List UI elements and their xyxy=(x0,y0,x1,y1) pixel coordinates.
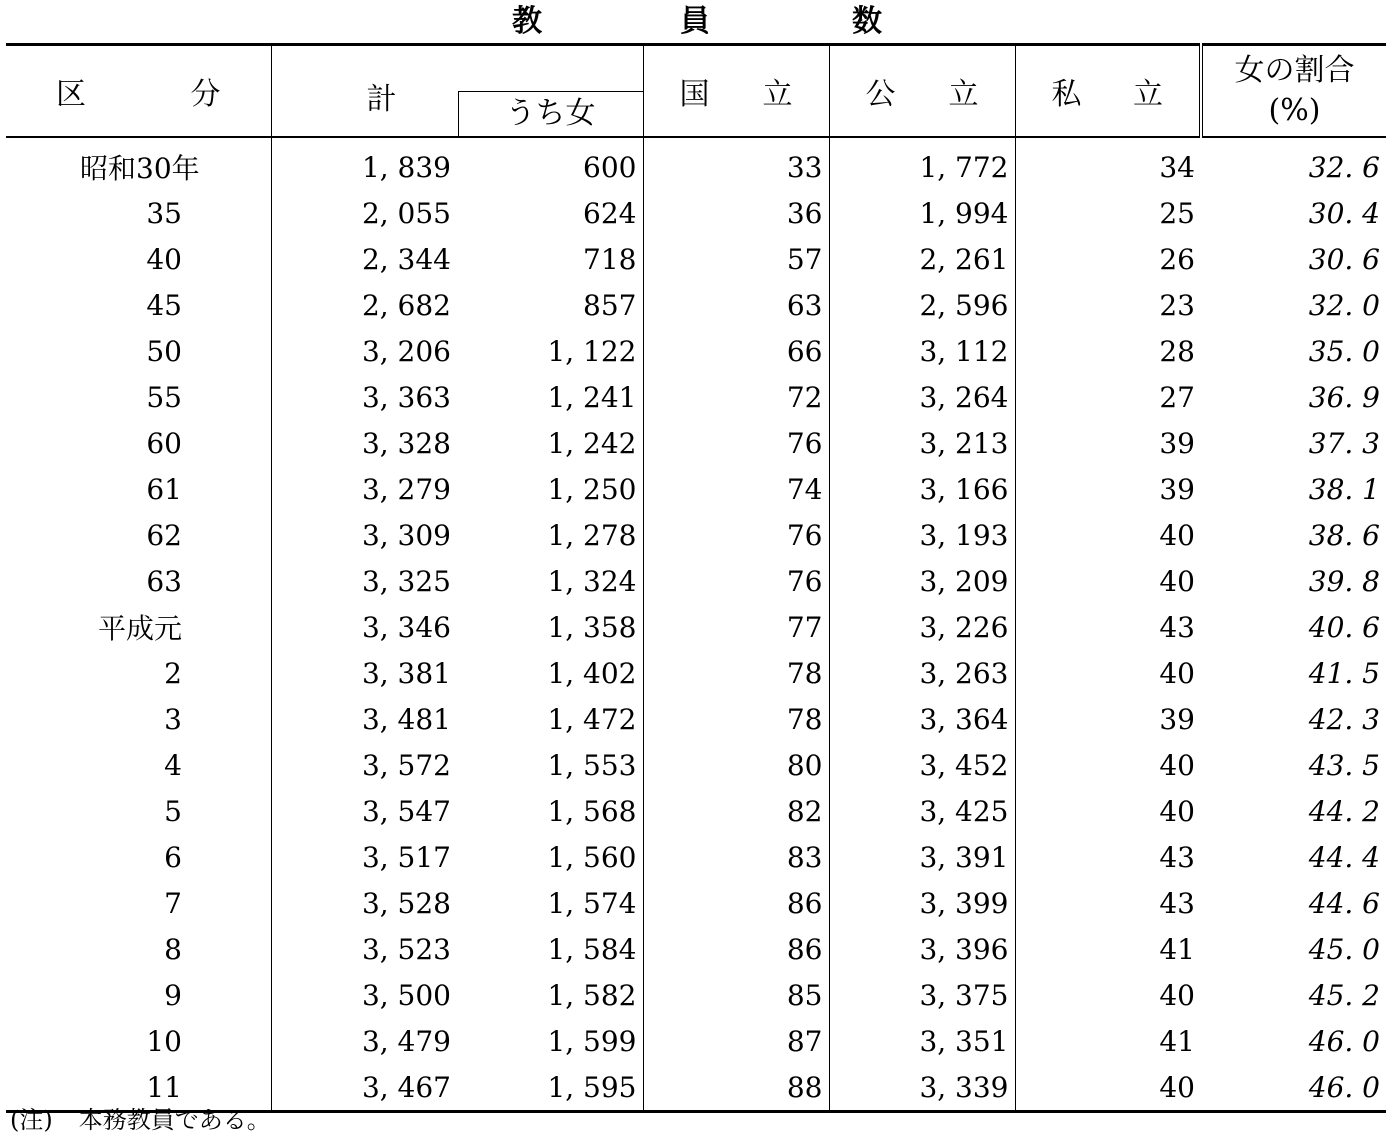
cell-ratio: 40. 6 xyxy=(1308,610,1380,644)
cell-year xyxy=(6,604,271,650)
year-label: 55 xyxy=(146,380,182,414)
cell-women: 1, 599 xyxy=(547,1024,637,1058)
cell-women: 1, 472 xyxy=(547,702,637,736)
header-ratio xyxy=(1201,45,1386,138)
cell-private: 25 xyxy=(1015,190,1201,236)
year-label: 5 xyxy=(164,794,182,828)
year-label: 8 xyxy=(164,932,182,966)
header-kei xyxy=(271,45,643,138)
year-label: 2 xyxy=(164,656,182,690)
header-private-b: 立 xyxy=(1133,77,1163,112)
year-label: 10 xyxy=(146,1024,182,1058)
cell-ratio: 42. 3 xyxy=(1308,702,1380,736)
cell-public: 3, 452 xyxy=(829,742,1015,788)
cell-public: 3, 209 xyxy=(829,558,1015,604)
title-char-3: 数 xyxy=(852,4,882,39)
header-kubun xyxy=(6,45,271,138)
cell-public: 3, 399 xyxy=(829,880,1015,926)
cell-total: 2, 682 xyxy=(271,282,457,328)
cell-ratio: 36. 9 xyxy=(1308,380,1380,414)
cell-national: 66 xyxy=(643,328,829,374)
cell-year xyxy=(6,420,271,466)
header-public-a: 公 xyxy=(865,77,896,112)
teachers-table xyxy=(6,43,1386,1113)
header-kubun-b: 分 xyxy=(190,77,221,112)
cell-ratio: 38. 1 xyxy=(1308,472,1380,506)
table-row xyxy=(6,604,1386,650)
year-label: 昭和30年 xyxy=(80,152,200,185)
cell-total: 3, 467 xyxy=(271,1064,457,1112)
cell-private: 40 xyxy=(1015,512,1201,558)
cell-national: 78 xyxy=(643,696,829,742)
year-label: 62 xyxy=(146,518,182,552)
table-row xyxy=(6,834,1386,880)
cell-private: 43 xyxy=(1015,880,1201,926)
cell-national: 78 xyxy=(643,650,829,696)
year-label: 7 xyxy=(164,886,182,920)
cell-year xyxy=(6,466,271,512)
cell-total: 3, 547 xyxy=(271,788,457,834)
cell-private: 41 xyxy=(1015,926,1201,972)
cell-total: 3, 346 xyxy=(271,604,457,650)
year-label: 50 xyxy=(146,334,182,368)
cell-national: 86 xyxy=(643,880,829,926)
cell-public: 3, 396 xyxy=(829,926,1015,972)
cell-private: 40 xyxy=(1015,972,1201,1018)
cell-public: 3, 351 xyxy=(829,1018,1015,1064)
cell-year xyxy=(6,926,271,972)
cell-private: 41 xyxy=(1015,1018,1201,1064)
header-private-a: 私 xyxy=(1051,77,1082,112)
cell-public: 3, 193 xyxy=(829,512,1015,558)
cell-national: 76 xyxy=(643,558,829,604)
cell-women: 1, 278 xyxy=(547,518,637,552)
cell-women: 1, 595 xyxy=(457,1064,643,1112)
cell-private: 40 xyxy=(1015,650,1201,696)
cell-public: 3, 166 xyxy=(829,466,1015,512)
year-label: 4 xyxy=(164,748,182,782)
cell-year xyxy=(6,328,271,374)
cell-national: 57 xyxy=(643,236,829,282)
table-title xyxy=(0,0,1392,44)
cell-public: 2, 596 xyxy=(829,282,1015,328)
cell-year xyxy=(6,880,271,926)
cell-public: 3, 263 xyxy=(829,650,1015,696)
cell-national: 83 xyxy=(643,834,829,880)
cell-national: 72 xyxy=(643,374,829,420)
title-char-2: 員 xyxy=(680,4,710,39)
cell-private: 23 xyxy=(1015,282,1201,328)
cell-total: 3, 528 xyxy=(271,880,457,926)
cell-national: 86 xyxy=(643,926,829,972)
cell-national: 80 xyxy=(643,742,829,788)
header-national xyxy=(643,45,829,138)
table-row xyxy=(6,420,1386,466)
cell-ratio: 46. 0 xyxy=(1308,1024,1380,1058)
table-row xyxy=(6,512,1386,558)
table-row xyxy=(6,558,1386,604)
cell-year xyxy=(6,834,271,880)
cell-year xyxy=(6,137,271,190)
cell-women: 1, 568 xyxy=(547,794,637,828)
header-public xyxy=(829,45,1015,138)
cell-public: 3, 425 xyxy=(829,788,1015,834)
header-uchi-women: うち女 xyxy=(458,91,643,136)
cell-women: 600 xyxy=(583,150,637,184)
table-row xyxy=(6,696,1386,742)
table-body xyxy=(6,137,1386,1112)
cell-national: 88 xyxy=(643,1064,829,1112)
cell-year xyxy=(6,236,271,282)
cell-ratio: 44. 6 xyxy=(1308,886,1380,920)
cell-public: 1, 994 xyxy=(829,190,1015,236)
cell-national: 82 xyxy=(643,788,829,834)
cell-women: 718 xyxy=(583,242,637,276)
cell-total: 3, 381 xyxy=(271,650,457,696)
table-row xyxy=(6,650,1386,696)
cell-private: 40 xyxy=(1015,742,1201,788)
cell-year xyxy=(6,650,271,696)
cell-women: 1, 324 xyxy=(547,564,637,598)
cell-national: 76 xyxy=(643,512,829,558)
year-label: 61 xyxy=(146,472,182,506)
year-label: 63 xyxy=(146,564,182,598)
cell-total: 3, 479 xyxy=(271,1018,457,1064)
cell-total: 3, 523 xyxy=(271,926,457,972)
cell-women: 1, 582 xyxy=(547,978,637,1012)
cell-ratio: 45. 0 xyxy=(1308,932,1380,966)
cell-ratio: 35. 0 xyxy=(1308,334,1380,368)
cell-ratio: 39. 8 xyxy=(1308,564,1380,598)
cell-women: 1, 122 xyxy=(547,334,637,368)
cell-women: 857 xyxy=(583,288,637,322)
cell-total: 3, 325 xyxy=(271,558,457,604)
cell-women: 1, 553 xyxy=(547,748,637,782)
year-label: 60 xyxy=(146,426,182,460)
cell-national: 76 xyxy=(643,420,829,466)
table-row xyxy=(6,137,1386,190)
cell-ratio: 44. 2 xyxy=(1308,794,1380,828)
table-row xyxy=(6,926,1386,972)
cell-private: 40 xyxy=(1015,1064,1201,1112)
cell-total: 3, 481 xyxy=(271,696,457,742)
cell-national: 87 xyxy=(643,1018,829,1064)
cell-total: 3, 279 xyxy=(271,466,457,512)
cell-year xyxy=(6,374,271,420)
year-label: 45 xyxy=(146,288,182,322)
header-kei-label: 計 xyxy=(366,82,397,117)
year-label: 3 xyxy=(164,702,182,736)
cell-women: 1, 584 xyxy=(547,932,637,966)
header-private xyxy=(1015,45,1201,138)
cell-total: 2, 344 xyxy=(271,236,457,282)
cell-private: 40 xyxy=(1015,558,1201,604)
cell-ratio: 37. 3 xyxy=(1308,426,1380,460)
cell-private: 40 xyxy=(1015,788,1201,834)
cell-private: 39 xyxy=(1015,420,1201,466)
table-row xyxy=(6,190,1386,236)
cell-women: 1, 242 xyxy=(547,426,637,460)
cell-public: 1, 772 xyxy=(829,137,1015,190)
cell-year xyxy=(6,972,271,1018)
cell-women: 1, 560 xyxy=(547,840,637,874)
footnote-label: (注) xyxy=(10,1106,53,1134)
year-label: 40 xyxy=(146,242,182,276)
cell-public: 3, 112 xyxy=(829,328,1015,374)
title-char-1: 教 xyxy=(512,4,542,39)
cell-national: 63 xyxy=(643,282,829,328)
table-row xyxy=(6,466,1386,512)
table-row xyxy=(6,972,1386,1018)
cell-total: 3, 328 xyxy=(271,420,457,466)
cell-ratio: 38. 6 xyxy=(1308,518,1380,552)
cell-year xyxy=(6,190,271,236)
cell-national: 77 xyxy=(643,604,829,650)
cell-total: 1, 839 xyxy=(271,137,457,190)
cell-total: 3, 500 xyxy=(271,972,457,1018)
cell-ratio: 32. 0 xyxy=(1308,288,1380,322)
cell-year xyxy=(6,558,271,604)
cell-national: 36 xyxy=(643,190,829,236)
cell-total: 3, 309 xyxy=(271,512,457,558)
footnote-text: 本務教員である。 xyxy=(78,1106,271,1134)
cell-public: 2, 261 xyxy=(829,236,1015,282)
year-label: 11 xyxy=(146,1070,182,1104)
cell-private: 28 xyxy=(1015,328,1201,374)
cell-public: 3, 375 xyxy=(829,972,1015,1018)
cell-private: 39 xyxy=(1015,696,1201,742)
cell-year xyxy=(6,282,271,328)
cell-private: 26 xyxy=(1015,236,1201,282)
cell-ratio: 46. 0 xyxy=(1201,1064,1386,1112)
cell-ratio: 44. 4 xyxy=(1308,840,1380,874)
cell-private: 43 xyxy=(1015,834,1201,880)
table-row xyxy=(6,742,1386,788)
cell-national: 85 xyxy=(643,972,829,1018)
cell-women: 1, 402 xyxy=(547,656,637,690)
cell-total: 3, 206 xyxy=(271,328,457,374)
cell-public: 3, 364 xyxy=(829,696,1015,742)
cell-year xyxy=(6,512,271,558)
cell-private: 43 xyxy=(1015,604,1201,650)
cell-total: 2, 055 xyxy=(271,190,457,236)
table-row xyxy=(6,282,1386,328)
cell-ratio: 41. 5 xyxy=(1308,656,1380,690)
cell-women: 1, 250 xyxy=(547,472,637,506)
table-row xyxy=(6,1018,1386,1064)
table-row xyxy=(6,788,1386,834)
cell-women: 1, 241 xyxy=(547,380,637,414)
cell-total: 3, 572 xyxy=(271,742,457,788)
cell-public: 3, 391 xyxy=(829,834,1015,880)
cell-ratio: 45. 2 xyxy=(1308,978,1380,1012)
cell-year xyxy=(6,788,271,834)
year-label: 平成元 xyxy=(97,612,182,645)
cell-year xyxy=(6,696,271,742)
cell-ratio: 43. 5 xyxy=(1308,748,1380,782)
cell-public: 3, 264 xyxy=(829,374,1015,420)
cell-women: 1, 574 xyxy=(547,886,637,920)
cell-ratio: 30. 6 xyxy=(1308,242,1380,276)
cell-women: 1, 358 xyxy=(547,610,637,644)
header-ratio-unit: (%) xyxy=(1268,93,1321,128)
header-national-b: 立 xyxy=(762,77,793,112)
cell-private: 27 xyxy=(1015,374,1201,420)
header-public-b: 立 xyxy=(948,77,979,112)
table-row xyxy=(6,374,1386,420)
cell-ratio: 32. 6 xyxy=(1308,150,1380,184)
header-national-a: 国 xyxy=(679,77,710,112)
cell-private: 39 xyxy=(1015,466,1201,512)
footnote xyxy=(10,1105,271,1135)
cell-year xyxy=(6,742,271,788)
cell-national: 33 xyxy=(643,137,829,190)
cell-private: 34 xyxy=(1015,137,1201,190)
header-ratio-label: 女の割合 xyxy=(1234,53,1355,88)
cell-public: 3, 339 xyxy=(829,1064,1015,1112)
cell-women: 624 xyxy=(583,196,637,230)
year-label: 6 xyxy=(164,840,182,874)
cell-public: 3, 213 xyxy=(829,420,1015,466)
header-kubun-a: 区 xyxy=(56,77,86,112)
table-row xyxy=(6,236,1386,282)
cell-public: 3, 226 xyxy=(829,604,1015,650)
header-row xyxy=(6,45,1386,138)
year-label: 35 xyxy=(146,196,182,230)
year-label: 9 xyxy=(164,978,182,1012)
table-row xyxy=(6,880,1386,926)
cell-ratio: 30. 4 xyxy=(1308,196,1380,230)
cell-national: 74 xyxy=(643,466,829,512)
cell-year xyxy=(6,1018,271,1064)
cell-total: 3, 517 xyxy=(271,834,457,880)
cell-total: 3, 363 xyxy=(271,374,457,420)
table-row xyxy=(6,328,1386,374)
